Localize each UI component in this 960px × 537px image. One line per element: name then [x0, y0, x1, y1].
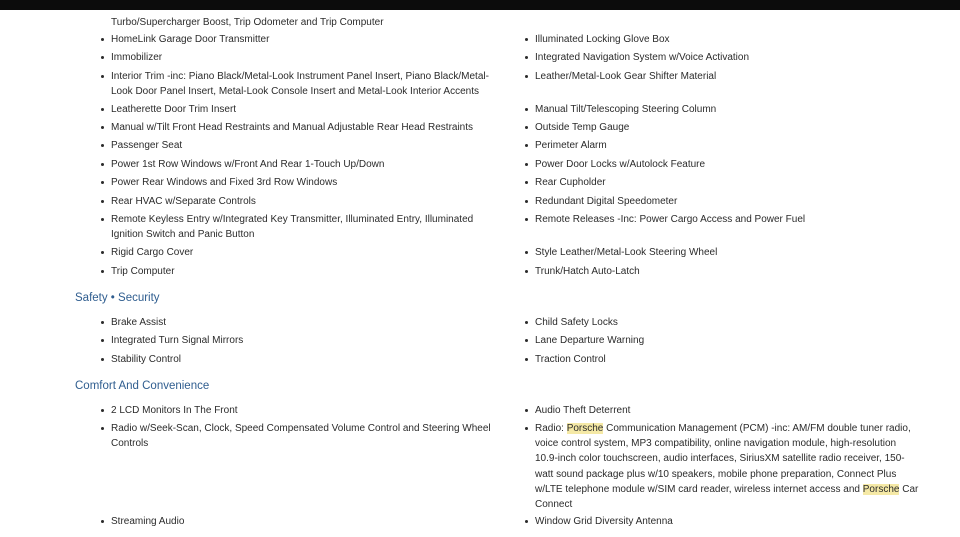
feature-item-left — [111, 403, 496, 418]
carryover-text: Turbo/Supercharger Boost, Trip Odometer and Trip Computer — [111, 17, 384, 28]
feature-item-right — [535, 264, 920, 279]
feature-item-left — [111, 194, 496, 209]
feature-text: Lane Departure Warning — [535, 335, 645, 346]
bullet-icon — [101, 56, 104, 59]
features-page — [0, 10, 960, 537]
feature-text: Passenger Seat — [111, 140, 183, 151]
feature-item-right — [535, 157, 920, 172]
feature-item-left — [111, 32, 496, 47]
bullet-icon — [101, 321, 104, 324]
feature-item-left — [111, 212, 496, 242]
bullet-icon — [525, 321, 528, 324]
bullet-icon — [101, 270, 104, 273]
bullet-icon — [525, 38, 528, 41]
feature-text: 2 LCD Monitors In The Front — [111, 405, 238, 416]
feature-text: Interior Trim -inc: Piano Black/Metal-Look Instrument Panel Insert, Piano Black/Metal-Look Door Panel Insert, Metal-Look Console Insert and Metal-Look Interior Accents — [111, 71, 489, 98]
bullet-icon — [525, 270, 528, 273]
feature-item-left — [111, 157, 496, 172]
feature-item-right — [535, 315, 920, 330]
bullet-icon — [101, 163, 104, 166]
bullet-icon — [101, 75, 104, 78]
bullet-icon — [525, 200, 528, 203]
feature-item-right — [535, 120, 920, 135]
feature-text: Rear HVAC w/Separate Controls — [111, 196, 256, 207]
bullet-icon — [525, 218, 528, 221]
bullet-icon — [525, 108, 528, 111]
feature-item-left — [111, 69, 496, 99]
feature-item-right — [535, 514, 920, 529]
bullet-icon — [525, 163, 528, 166]
feature-item-left — [111, 514, 496, 529]
feature-text: HomeLink Garage Door Transmitter — [111, 34, 270, 45]
feature-text: Integrated Turn Signal Mirrors — [111, 335, 244, 346]
feature-text: Trunk/Hatch Auto-Latch — [535, 266, 640, 277]
bullet-icon — [101, 181, 104, 184]
feature-item-right — [535, 194, 920, 209]
feature-text: Remote Keyless Entry w/Integrated Key Transmitter, Illuminated Entry, Illuminated Ignition Switch and Panic Button — [111, 214, 474, 241]
feature-text: Illuminated Locking Glove Box — [535, 34, 670, 45]
bullet-icon — [525, 520, 528, 523]
feature-item-left — [111, 333, 496, 348]
bullet-icon — [525, 56, 528, 59]
highlighted-term: Porsche — [862, 483, 900, 495]
feature-text: Manual Tilt/Telescoping Steering Column — [535, 104, 717, 115]
feature-item-right — [535, 175, 920, 190]
section-heading: Comfort And Convenience — [75, 380, 210, 392]
feature-item-right — [535, 69, 920, 84]
feature-item-left — [111, 120, 496, 135]
bullet-icon — [101, 427, 104, 430]
bullet-icon — [101, 108, 104, 111]
feature-text: Traction Control — [535, 354, 606, 365]
feature-item-left — [111, 50, 496, 65]
feature-text: Power 1st Row Windows w/Front And Rear 1-Touch Up/Down — [111, 159, 385, 170]
feature-text: Rear Cupholder — [535, 177, 606, 188]
feature-text: Immobilizer — [111, 52, 163, 63]
bullet-icon — [525, 126, 528, 129]
feature-text: Power Door Locks w/Autolock Feature — [535, 159, 706, 170]
bullet-icon — [101, 38, 104, 41]
feature-text: Window Grid Diversity Antenna — [535, 516, 673, 527]
feature-item-right — [535, 32, 920, 47]
bullet-icon — [525, 75, 528, 78]
feature-text: Leatherette Door Trim Insert — [111, 104, 237, 115]
feature-item-right — [535, 403, 920, 418]
feature-text: Radio w/Seek-Scan, Clock, Speed Compensated Volume Control and Steering Wheel Controls — [111, 423, 491, 450]
feature-text: Style Leather/Metal-Look Steering Wheel — [535, 247, 718, 258]
bullet-icon — [101, 251, 104, 254]
bullet-icon — [101, 144, 104, 147]
feature-text: Trip Computer — [111, 266, 175, 277]
bullet-icon — [101, 520, 104, 523]
feature-item-right — [535, 212, 920, 227]
feature-text: Radio: Porsche Communication Management (PCM) -inc: AM/FM double tuner radio, voice control system, MP3 compatibility, online navigation module, high-resolution 10.9-inch color touchscreen, audio interfaces, SiriusXM satellite radio receiver, 150-watt sound package plus w/10 speakers, mobile phone preparation, Connect Plus w/LTE telephone module w/SIM card reader, wireless internet access and Porsche Car Connect — [535, 423, 919, 511]
feature-item-left — [111, 315, 496, 330]
section-heading: Safety • Security — [75, 292, 160, 304]
feature-text: Perimeter Alarm — [535, 140, 607, 151]
feature-item-right — [535, 352, 920, 367]
bullet-icon — [525, 358, 528, 361]
top-bar — [0, 0, 960, 10]
feature-item-left — [111, 245, 496, 260]
feature-item-left — [111, 421, 496, 451]
feature-item-right — [535, 333, 920, 348]
highlighted-term: Porsche — [566, 423, 604, 434]
feature-text: Streaming Audio — [111, 516, 185, 527]
feature-text: Rigid Cargo Cover — [111, 247, 194, 258]
bullet-icon — [525, 339, 528, 342]
bullet-icon — [525, 251, 528, 254]
feature-text: Manual w/Tilt Front Head Restraints and Manual Adjustable Rear Head Restraints — [111, 122, 474, 133]
bullet-icon — [525, 409, 528, 412]
feature-text: Leather/Metal-Look Gear Shifter Material — [535, 71, 717, 82]
feature-text: Audio Theft Deterrent — [535, 405, 631, 416]
bullet-icon — [101, 200, 104, 203]
feature-text: Power Rear Windows and Fixed 3rd Row Windows — [111, 177, 338, 188]
bullet-icon — [525, 144, 528, 147]
feature-text: Remote Releases -Inc: Power Cargo Access and Power Fuel — [535, 214, 806, 225]
bullet-icon — [101, 339, 104, 342]
feature-text: Child Safety Locks — [535, 317, 618, 328]
bullet-icon — [101, 126, 104, 129]
bullet-icon — [525, 181, 528, 184]
feature-item-left — [111, 138, 496, 153]
bullet-icon — [101, 358, 104, 361]
feature-text: Integrated Navigation System w/Voice Activation — [535, 52, 750, 63]
feature-text: Brake Assist — [111, 317, 167, 328]
bullet-icon — [101, 409, 104, 412]
feature-item-right — [535, 50, 920, 65]
feature-item-right — [535, 102, 920, 117]
feature-text: Stability Control — [111, 354, 182, 365]
feature-item-left — [111, 352, 496, 367]
bullet-icon — [101, 218, 104, 221]
feature-item-left — [111, 102, 496, 117]
feature-item-left — [111, 175, 496, 190]
feature-text: Outside Temp Gauge — [535, 122, 630, 133]
feature-item-right — [535, 421, 920, 512]
feature-item-left — [111, 264, 496, 279]
feature-item-right — [535, 245, 920, 260]
bullet-icon — [525, 427, 528, 430]
feature-item-right — [535, 138, 920, 153]
feature-text: Redundant Digital Speedometer — [535, 196, 678, 207]
